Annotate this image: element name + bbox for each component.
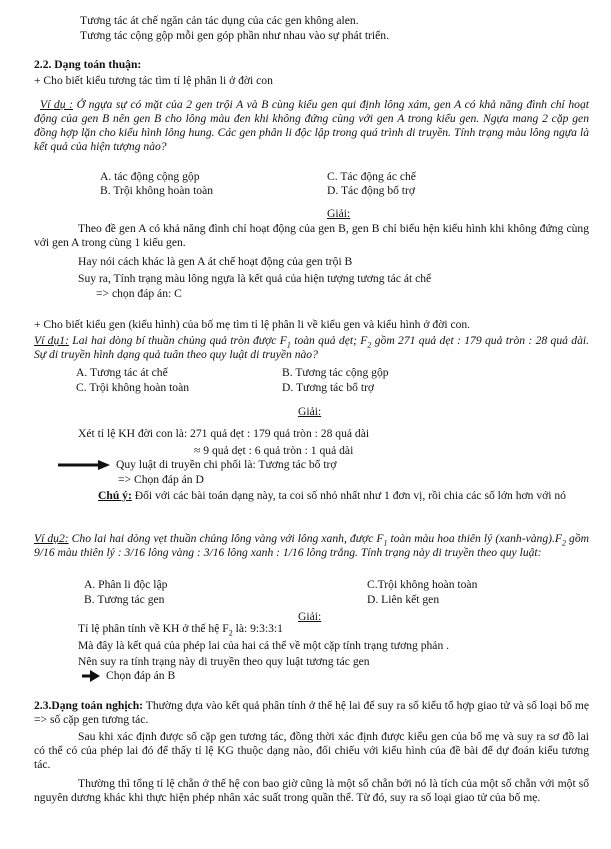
ex3-answer: Chọn đáp án B [106,669,176,682]
example-1-label: Ví dụ : [40,98,73,111]
intro-line-1: Tương tác át chế ngăn cản tác dụng của các gen không alen. [80,14,359,27]
right-arrow-icon [82,670,100,682]
ex1-answer: => chọn đáp án: C [96,287,182,300]
ex3-option-d: D. Liên kết gen [367,593,440,606]
section-2-3-p1-text: Thường dựa vào kết quả phân tính ở thế hệ lai để suy ra số kiểu tổ hợp giao tử và số loại bố mẹ => số cặp gen tương tác. [34,699,589,726]
example-3-question [34,532,589,560]
example-2-sub-1: 1 [286,340,291,350]
section-2-3-p2: Sau khi xác định được số cặp gen tương tác, đồng thời xác định được kiểu gen của bố mẹ và suy ra sơ đồ lai có thể có của phép lai đó để thấy tỉ lệ KG thuộc dạng nào, đối chiếu với kiểu hình của đề bài để dự đoán kiểu tương tác. [34,730,589,771]
ex2-note [34,489,589,503]
example-2-sub-2: 2 [367,340,372,350]
ex2-answer: => Chọn đáp án D [118,473,204,486]
ex3-sol1-a: Tỉ lệ phân tính về KH ở thế hệ F [78,622,229,635]
ex1-option-a: A. tác động cộng gộp [100,170,200,183]
example-1-question [34,98,589,154]
example-1-text: Ở ngựa sự có mặt của 2 gen trội A và B cùng kiểu gen qui định lông xám, gen A có khả năng đình chỉ hoạt động của gen B nên gen B cho lông màu đen khi không đứng cùng với gen A trong kiểu gen. Ngựa mang 2 cặp gen đồng hợp lặn cho kiểu hình lông hung. Các gen phân li độc lập trong quá trình di truyền. Tính trạng màu lông ngựa là kết quả của hiện tượng nào? [34,98,589,153]
example-2-label: Ví dụ1: [34,334,69,347]
section-2-3-p3: Thường thì tổng tỉ lệ chẵn ở thế hệ con bao giờ cũng là một số chẵn bởi nó là tích của một số chẵn với một số nguyên dương khác khi thực hiện phép nhân xác suất trong quần thể. Từ đó, suy ra số loại giao tử của bố mẹ. [34,777,589,804]
ex3-solution-line-2: Mà đây là kết quả của phép lai của hai cá thể về một cặp tính trạng tương phản . [78,639,450,652]
example-2-text-b: toàn quả dẹt; F [290,334,368,347]
ex3-solution-line-3: Nên suy ra tính trạng này di truyền theo quy luật tương tác gen [78,655,370,668]
ex1-option-d: D. Tác động bổ trợ [327,184,416,197]
ex2-solution-line-1: Xét tỉ lệ KH đời con là: 271 quả dẹt : 179 quả tròn : 28 quả dài [78,427,370,440]
ex3-answer-row [82,669,175,683]
example-2-text-a: Lai hai dòng bí thuần chủng quả tròn được F [68,334,287,347]
ex1-option-c: C. Tác động ác chế [327,170,416,183]
ex2-solution-line-3: Quy luật di truyền chi phối là: Tương tác bổ trợ [116,458,337,471]
ex3-option-a: A. Phân li độc lập [84,578,168,591]
bullet-forward-2: + Cho biết kiểu gen (kiểu hình) của bố mẹ tìm tỉ lệ phân li về kiểu gen và kiểu hình ở đời con. [34,318,471,331]
example-3-text-a: Cho lai hai dòng vẹt thuần chủng lông vàng với lông xanh, được F [68,532,384,545]
example-3-text-c: gồm 9/16 màu thiên lý : 3/16 lông vàng : 3/16 lông xanh : 1/16 lông trắng. Tính trạng này di truyền theo quy luật: [34,532,589,559]
ex2-solution-line-2: ≈ 9 quả dẹt : 6 quả tròn : 1 quả dài [194,444,354,457]
ex1-solution-line-3: Suy ra, Tính trạng màu lông ngựa là kết quả của hiện tượng tương tác át chế [78,272,432,285]
section-2-3-p1 [34,699,589,727]
ex2-option-d: D. Tương tác bổ trợ [282,381,375,394]
ex1-solution-line-1: Theo đề gen A có khả năng đình chỉ hoạt động của gen B, gen B chỉ biểu hện kiểu hình khi không đứng cùng với gen A trong cùng 1 kiểu gen. [34,222,589,249]
example-3-label: Ví dụ2: [34,532,69,545]
example-3-sub-2: 2 [561,538,566,548]
ex1-option-b: B. Trội không hoàn toàn [100,184,214,197]
right-arrow-icon [58,460,110,470]
ex3-solution-line-1 [78,622,283,636]
ex2-solution-title: Giải: [298,405,322,418]
ex3-sol1-sub: 2 [228,628,233,638]
bullet-forward-1: + Cho biết kiểu tương tác tìm tỉ lệ phân li ở đời con [34,74,273,87]
ex3-option-b: B. Tương tác gen [84,593,165,606]
example-3-sub-1: 1 [383,538,388,548]
ex2-option-c: C. Trội không hoàn toàn [76,381,190,394]
ex3-sol1-b: là: 9:3:3:1 [232,622,283,635]
note-text: Đối với các bài toán dạng này, ta coi số nhỏ nhất như 1 đơn vị, rồi chia các số lớn hơn với nó [131,489,566,502]
ex2-option-a: A. Tương tác át chế [76,366,168,379]
ex1-solution-line-2: Hay nói cách khác là gen A át chế hoạt động của gen trội B [78,255,353,268]
section-2-2-heading: 2.2. Dạng toán thuận: [34,58,142,71]
example-3-text-b: toàn màu hoa thiên lý (xanh-vàng).F [387,532,562,545]
ex3-option-c: C.Trội không hoàn toàn [367,578,478,591]
ex2-option-b: B. Tương tác cộng gộp [282,366,389,379]
ex1-solution-title: Giải: [327,207,351,220]
ex3-solution-title: Giải: [298,610,322,623]
example-2-text-c: gồm 271 quả dẹt : 179 quả tròn : 28 quả dài. Sự di truyền hình dạng quả tuân theo quy luật di truyền nào? [34,334,590,361]
section-2-3-heading: 2.3.Dạng toán nghịch: [34,699,144,712]
intro-line-2: Tương tác cộng gộp mỗi gen góp phần như nhau vào sự phát triển. [80,29,389,42]
note-label: Chú ý: [98,489,132,502]
example-2-question [34,334,589,362]
ex2-conclusion-row [58,458,337,472]
